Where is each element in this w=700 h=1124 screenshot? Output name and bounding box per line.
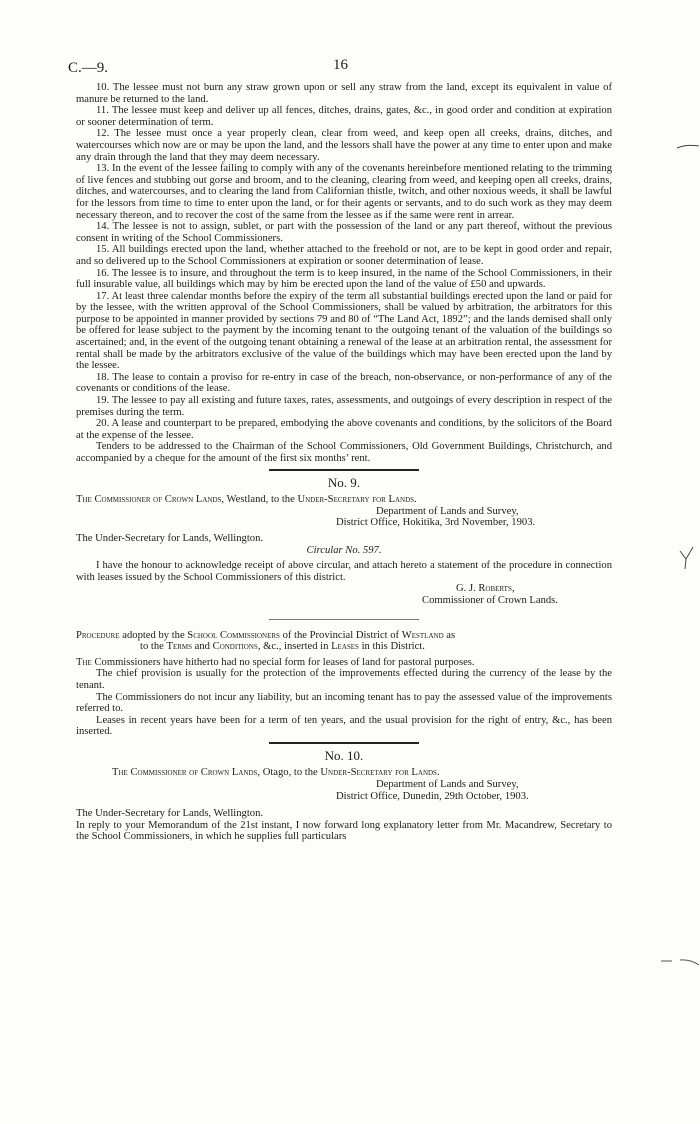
clause: 18. The lease to contain a proviso for re-entry in case of the breach, non-observance, or non-performance of any of the covenants or conditions of the lease. <box>76 371 612 395</box>
procedure-paragraph: The Commissioners do not incur any liability, but an incoming tenant has to pay the assessed value of the improvements referred to. <box>76 691 612 715</box>
section-divider <box>269 469 419 471</box>
clause: 16. The lessee is to insure, and throughout the term is to keep insured, in the name of the School Commissioners, in their full insurable value, all buildings which may by him be erected upon the land of the value of £50 and upwards. <box>76 267 612 291</box>
page-number: 16 <box>333 57 348 73</box>
department-line: Department of Lands and Survey, <box>376 505 519 517</box>
letter-from-to: The Commissioner of Crown Lands, Westland, to the Under-Secretary for Lands. <box>76 494 417 506</box>
clause: 10. The lessee must not burn any straw grown upon or sell any straw from the land, except its equivalent in value of manure be returned to the land. <box>76 82 612 105</box>
margin-check-icon <box>678 545 696 571</box>
clause: 11. The lessee must keep and deliver up all fences, ditches, drains, gates, &c., in good order and condition at expiration or sooner determination of term. <box>76 105 612 128</box>
letter-body: I have the honour to acknowledge receipt of above circular, and attach hereto a statement of the procedure in connection with leases issued by the School Commissioners of this district. <box>76 560 612 583</box>
procedure-paragraph: The Commissioners have hitherto had no special form for leases of land for pastoral purposes. <box>76 656 475 668</box>
clause: 12. The lessee must once a year properly clean, clear from weed, and keep open all creeks, drains, ditches, and watercourses which now are or may be upon the land, and the lessors shall have the power at any time to enter upon and make any drain through the land that they may deem necessary. <box>76 128 612 163</box>
department-line: Department of Lands and Survey, <box>376 779 519 791</box>
procedure-paragraph: The chief provision is usually for the protection of the improvements effected during the currency of the lease by the tenant. <box>76 668 612 691</box>
signature-title: Commissioner of Crown Lands. <box>422 594 558 606</box>
margin-dash-icon <box>660 955 700 969</box>
section-no-9 <box>76 474 612 738</box>
signature-name: G. J. Roberts, <box>456 583 515 595</box>
letter-body: In reply to your Memorandum of the 21st instant, I now forward long explanatory letter from Mr. Macandrew, Secretary to the School Commissioners, in which he supplies full particulars <box>76 819 612 843</box>
office-date-line: District Office, Hokitika, 3rd November, 1903. <box>336 517 536 529</box>
procedure-title: Procedure adopted by the School Commissioners of the Provincial District of Westland as <box>76 629 456 641</box>
clause: 19. The lessee to pay all existing and future taxes, rates, assessments, and outgoings of every description in respect of the premises during the term. <box>76 395 612 418</box>
tenders-paragraph: Tenders to be addressed to the Chairman of the School Commissioners, Old Government Buildings, Christchurch, and accompanied by a cheque for the amount of the first six months’ rent. <box>76 441 612 464</box>
addressee-line: The Under-Secretary for Lands, Wellington. <box>76 808 264 820</box>
page-reference: C.—9. <box>68 60 109 76</box>
addressee-line: The Under-Secretary for Lands, Wellington. <box>76 532 264 544</box>
clause: 20. A lease and counterpart to be prepared, embodying the above covenants and conditions, by the solicitors of the Board at the expense of the lessee. <box>76 418 612 441</box>
section-heading: No. 10. <box>324 747 364 763</box>
clause: 15. All buildings erected upon the land, whether attached to the freehold or not, are to be kept in good order and repair, and so delivered up to the School Commissioners at expiration or sooner determination of lease. <box>76 244 612 267</box>
clause: 13. In the event of the lessee failing to comply with any of the covenants hereinbefore mentioned relating to the trimming of live fences and stubbing out gorse and broom, and to the cleaning, clearing from weed, and keeping open all creeks, drains, ditches, and watercourses, and to clearing the land from Californian thistle, twitch, and other noxious weeds, it shall be lawful for the lessors from time to time to enter upon the land, or for their agents or servants, and to do such work as they may deem necessary thereon, and to recover the cost of the same from the lessee as if the same were rent in arrear. <box>76 163 612 221</box>
office-date-line: District Office, Dunedin, 29th October, 1903. <box>336 790 529 802</box>
clauses-list <box>76 82 612 465</box>
section-no-10 <box>76 747 612 843</box>
procedure-paragraph: Leases in recent years have been for a term of ten years, and the usual provision for the right of entry, &c., has been inserted. <box>76 714 612 738</box>
section-divider <box>269 742 419 744</box>
margin-tick-icon <box>676 140 700 154</box>
circular-number: Circular No. 597. <box>306 544 382 556</box>
clause: 14. The lessee is not to assign, sublet, or part with the possession of the land or any part thereof, without the previous consent in writing of the School Commissioners. <box>76 221 612 244</box>
section-heading: No. 9. <box>327 474 361 490</box>
page-body <box>76 82 612 843</box>
procedure-title-cont: to the Terms and Conditions, &c., inserted in Leases in this District. <box>140 641 425 653</box>
letter-from-to: The Commissioner of Crown Lands, Otago, to the Under-Secretary for Lands. <box>112 767 440 779</box>
clause: 17. At least three calendar months before the expiry of the term all substantial buildings erected upon the land or paid for by the lessee, with the written approval of the School Commissioners, shall be valued by arbitration, the arbitrators for this purpose to be appointed in manner provided by sections 79 and 80 of “The Land Act, 1892”; and the lands demised shall only be offered for lease subject to the payment by the incoming tenant to the outgoing tenant of the valuation of the buildings so ascertained; and, in the event of the outgoing tenant obtaining a renewal of the lease at an arbitration rental, the assessment for rental shall be made by the arbitrators exclusive of the value of the buildings which may have been erected upon the land by the lessee. <box>76 290 612 372</box>
